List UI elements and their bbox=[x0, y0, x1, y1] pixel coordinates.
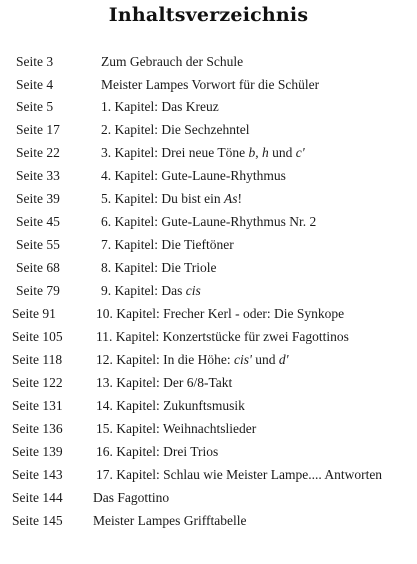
chapter-title: Meister Lampes Vorwort für die Schüler bbox=[101, 77, 320, 92]
toc-entry bbox=[0, 51, 417, 73]
toc-entry bbox=[0, 211, 417, 233]
chapter-title: 4. Kapitel: Gute-Laune-Rhythmus bbox=[101, 168, 286, 183]
page-number: Seite 39 bbox=[16, 191, 60, 206]
chapter-title: 15. Kapitel: Weihnachtslieder bbox=[96, 421, 257, 436]
chapter-title: 10. Kapitel: Frecher Kerl - oder: Die Synkope bbox=[96, 306, 345, 321]
chapter-title: 13. Kapitel: Der 6/8-Takt bbox=[96, 375, 233, 390]
page-number: Seite 145 bbox=[12, 513, 63, 528]
toc-entry bbox=[0, 74, 417, 96]
toc-entry bbox=[0, 165, 417, 187]
chapter-title: 9. Kapitel: Das cis bbox=[101, 283, 201, 298]
chapter-title: 12. Kapitel: In die Höhe: cis' und d' bbox=[96, 352, 289, 367]
page-number: Seite 3 bbox=[16, 54, 54, 69]
page-number: Seite 105 bbox=[12, 329, 63, 344]
toc-entry bbox=[0, 234, 417, 256]
toc-entry bbox=[0, 142, 417, 164]
page-number: Seite 144 bbox=[12, 490, 63, 505]
page-number: Seite 5 bbox=[16, 99, 54, 114]
chapter-title: 8. Kapitel: Die Triole bbox=[101, 260, 217, 275]
page-number: Seite 91 bbox=[12, 306, 56, 321]
toc-entry bbox=[0, 510, 417, 532]
chapter-title: Das Fagottino bbox=[93, 490, 170, 505]
page-number: Seite 68 bbox=[16, 260, 60, 275]
toc-entry bbox=[0, 96, 417, 118]
page-number: Seite 22 bbox=[16, 145, 60, 160]
chapter-title: 17. Kapitel: Schlau wie Meister Lampe.... Antworten bbox=[96, 467, 383, 482]
chapter-title: 7. Kapitel: Die Tieftöner bbox=[101, 237, 234, 252]
chapter-title: Meister Lampes Grifftabelle bbox=[93, 513, 247, 528]
page-number: Seite 136 bbox=[12, 421, 63, 436]
page-number: Seite 118 bbox=[12, 352, 63, 367]
page-number: Seite 33 bbox=[16, 168, 60, 183]
page-number: Seite 45 bbox=[16, 214, 60, 229]
chapter-title: 5. Kapitel: Du bist ein As! bbox=[101, 191, 242, 206]
page-number: Seite 143 bbox=[12, 467, 63, 482]
chapter-title: 14. Kapitel: Zukunftsmusik bbox=[96, 398, 245, 413]
page-number: Seite 131 bbox=[12, 398, 63, 413]
toc-entry bbox=[0, 326, 417, 348]
chapter-title: 2. Kapitel: Die Sechzehntel bbox=[101, 122, 250, 137]
page-number: Seite 79 bbox=[16, 283, 60, 298]
chapter-title: 3. Kapitel: Drei neue Töne b, h und c' bbox=[101, 145, 305, 160]
page-number: Seite 55 bbox=[16, 237, 60, 252]
toc-entry bbox=[0, 372, 417, 394]
toc-entry bbox=[0, 441, 417, 463]
page-number: Seite 4 bbox=[16, 77, 54, 92]
chapter-title: 11. Kapitel: Konzertstücke für zwei Fagottinos bbox=[96, 329, 349, 344]
page-number: Seite 139 bbox=[12, 444, 63, 459]
toc-entry bbox=[0, 303, 417, 325]
toc-entry bbox=[0, 119, 417, 141]
chapter-title: 1. Kapitel: Das Kreuz bbox=[101, 99, 219, 114]
toc-entry bbox=[0, 418, 417, 440]
toc-entry bbox=[0, 257, 417, 279]
chapter-title: 6. Kapitel: Gute-Laune-Rhythmus Nr. 2 bbox=[101, 214, 317, 229]
toc-entry bbox=[0, 280, 417, 302]
chapter-title: 16. Kapitel: Drei Trios bbox=[96, 444, 219, 459]
page-number: Seite 17 bbox=[16, 122, 60, 137]
toc-entry bbox=[0, 487, 417, 509]
toc-entry bbox=[0, 349, 417, 371]
chapter-title: Zum Gebrauch der Schule bbox=[101, 54, 244, 69]
toc-entry bbox=[0, 395, 417, 417]
toc-entry bbox=[0, 188, 417, 210]
toc-entry bbox=[0, 464, 417, 486]
page-number: Seite 122 bbox=[12, 375, 63, 390]
page-title: Inhaltsverzeichnis bbox=[108, 4, 309, 26]
